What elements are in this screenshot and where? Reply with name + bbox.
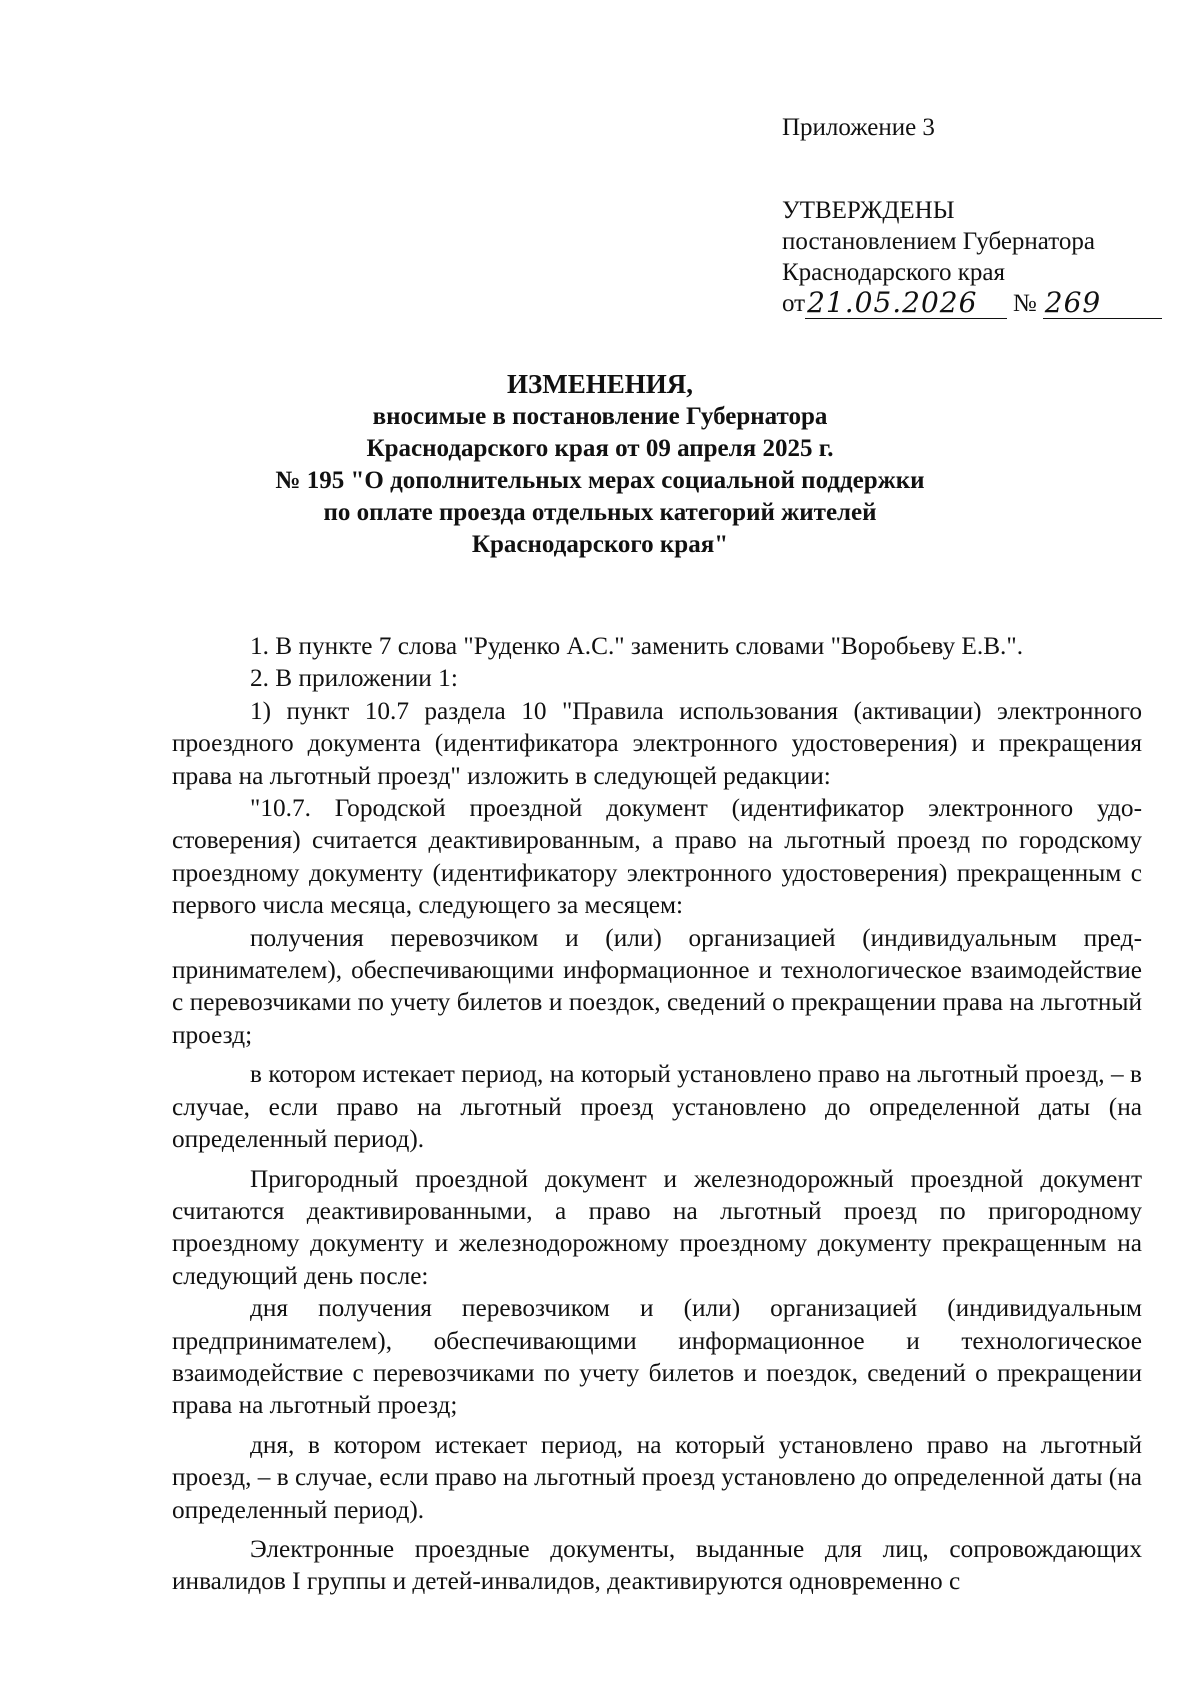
body-paragraph: Пригородный проездной документ и железнодорожный проездной документ считаются деактивированными, а право на льготный проезд по пригородному проездному документу и железнодорожному проездному документу прекращенным на следующий день после: bbox=[172, 1164, 1142, 1290]
number-prefix: № bbox=[1012, 290, 1037, 317]
body-paragraph: 1. В пункте 7 слова "Руденко А.С." заменить словами "Воробьеву Е.В.". bbox=[250, 632, 1024, 660]
document-body bbox=[172, 630, 1142, 1598]
date-number-line bbox=[782, 288, 1162, 319]
title-line: Краснодарского края от 09 апреля 2025 г. bbox=[366, 435, 834, 462]
title-line: по оплате проезда отдельных категорий жителей bbox=[323, 499, 877, 526]
title-main: ИЗМЕНЕНИЯ, bbox=[506, 369, 693, 399]
body-paragraph: "10.7. Городской проездной документ (идентификатор электронного удостоверения) считается деактивированным, а право на льготный проезд по городскому проездному документу (идентификатору электронного удостоверения) прекращенным с первого числа месяца, следующего за месяцем: bbox=[172, 794, 1142, 920]
body-paragraph: дня, в котором истекает период, на который установлено право на льготный проезд, – в случае, если право на льготный проезд установлено до определенной даты (на определенный период). bbox=[172, 1430, 1142, 1524]
approval-line-1: постановлением Губернатора bbox=[782, 228, 1095, 255]
body-paragraph: 2. В приложении 1: bbox=[250, 664, 458, 693]
body-paragraph: 1) пункт 10.7 раздела 10 "Правила использования (активации) электронного проездного документа (идентификатора электронного удостоверения) и прекращения права на льготный проезд" изложить в следующей редакции: bbox=[172, 696, 1142, 790]
body-paragraph: получения перевозчиком и (или) организацией (индивидуальным предпринимателем), обеспечивающими информационное и технологическое взаимодействие с перевозчиками по учету билетов и поездок, сведений о прекращении права на льготный проезд; bbox=[172, 923, 1142, 1049]
approved-label: УТВЕРЖДЕНЫ bbox=[782, 197, 955, 224]
appendix-label: Приложение 3 bbox=[782, 114, 935, 141]
approval-block bbox=[782, 112, 1162, 319]
handwritten-number: 269 bbox=[1043, 288, 1162, 319]
title-line: вносимые в постановление Губернатора bbox=[372, 403, 828, 430]
handwritten-date: 21.05.2026 bbox=[805, 288, 1007, 319]
title-line: № 195 "О дополнительных мерах социальной поддержки bbox=[275, 467, 925, 494]
title-line: Краснодарского края" bbox=[471, 531, 729, 558]
body-paragraph: в котором истекает период, на который установлено право на льготный проезд, – в случае, если право на льготный проезд установлено до определенной даты (на определенный период). bbox=[172, 1060, 1142, 1154]
date-prefix: от bbox=[782, 290, 806, 317]
approval-line-2: Краснодарского края bbox=[782, 259, 1005, 286]
document-title bbox=[80, 368, 1120, 561]
body-paragraph: Электронные проездные документы, выданные для лиц, сопровождающих инвалидов I группы и детей-инвалидов, деактивируются одновременно с bbox=[172, 1534, 1142, 1596]
body-paragraph: дня получения перевозчиком и (или) организацией (индивидуальным предпринимателем), обеспечивающими информационное и технологическое взаимодействие с перевозчиками по учету билетов и поездок, сведений о прекращении права на льготный проезд; bbox=[172, 1294, 1142, 1420]
